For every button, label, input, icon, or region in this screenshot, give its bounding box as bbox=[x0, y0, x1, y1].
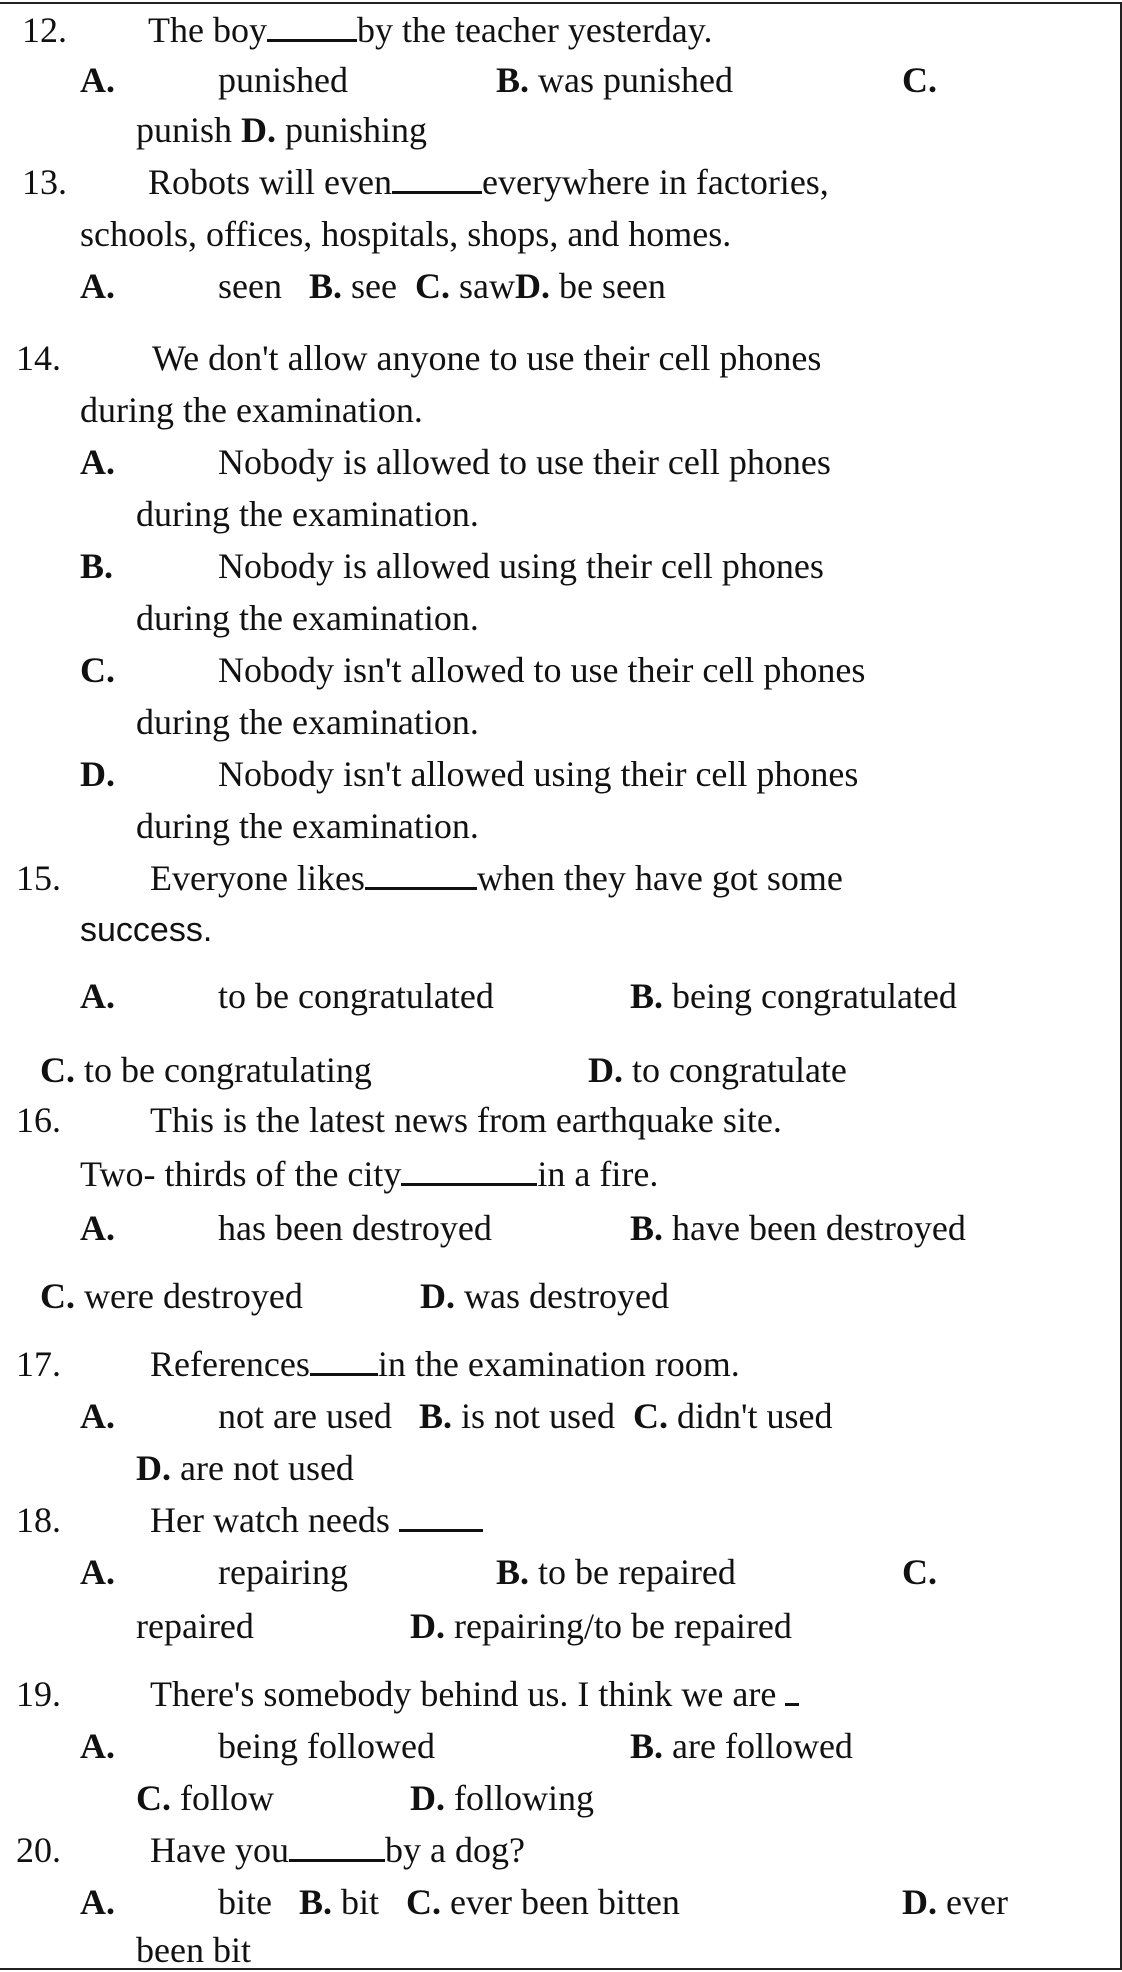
option-text[interactable]: Nobody isn't allowed using their cell phones bbox=[218, 754, 859, 794]
option-row bbox=[80, 1206, 492, 1250]
option-text[interactable]: repairing/to be repaired bbox=[454, 1606, 792, 1646]
option-text[interactable]: to be repaired bbox=[538, 1552, 736, 1592]
question-stem bbox=[16, 1672, 777, 1716]
option-row bbox=[80, 974, 494, 1018]
option-text[interactable]: punished bbox=[218, 60, 348, 100]
option-text[interactable]: repairing bbox=[218, 1552, 348, 1592]
option-letter: A. bbox=[80, 1208, 115, 1248]
question-stem bbox=[16, 336, 822, 380]
option-row bbox=[902, 1550, 937, 1594]
option-text[interactable]: are followed bbox=[672, 1726, 853, 1766]
option-text[interactable]: be seen bbox=[558, 266, 666, 306]
answer-blank[interactable] bbox=[401, 1153, 537, 1186]
option-row bbox=[630, 1724, 853, 1768]
option-row bbox=[420, 1274, 669, 1318]
stem-text: Her watch needs bbox=[150, 1500, 390, 1540]
option-row bbox=[496, 1550, 736, 1594]
option-text-continuation[interactable]: been bit bbox=[136, 1930, 251, 1970]
option-row bbox=[80, 1880, 680, 1924]
option-text[interactable]: see bbox=[350, 266, 397, 306]
option-letter: C. bbox=[632, 1396, 668, 1436]
stem-continuation: success. bbox=[80, 911, 213, 949]
option-row bbox=[80, 1724, 435, 1768]
option-row bbox=[80, 58, 348, 102]
stem-continuation: schools, offices, hospitals, shops, and homes. bbox=[80, 214, 732, 254]
option-letter: C. bbox=[406, 1882, 442, 1922]
answer-blank[interactable] bbox=[310, 1343, 378, 1376]
option-text[interactable]: to be congratulating bbox=[84, 1050, 372, 1090]
option-text[interactable]: Nobody is allowed using their cell phones bbox=[218, 546, 824, 586]
option-letter: D. bbox=[410, 1606, 445, 1646]
option-letter: C. bbox=[414, 266, 450, 306]
stem-continuation: during the examination. bbox=[80, 390, 423, 430]
option-row bbox=[136, 108, 427, 152]
option-text[interactable]: being congratulated bbox=[672, 976, 957, 1016]
option-row bbox=[80, 264, 666, 308]
option-text-continuation[interactable]: during the examination. bbox=[136, 702, 479, 742]
option-text[interactable]: is not used bbox=[460, 1396, 615, 1436]
option-row bbox=[902, 58, 937, 102]
option-row bbox=[902, 1880, 1008, 1924]
question-stem bbox=[16, 1498, 390, 1542]
option-row bbox=[588, 1048, 847, 1092]
option-row bbox=[40, 1274, 303, 1318]
stem-text: Robots will even bbox=[148, 162, 392, 202]
question-stem bbox=[16, 856, 843, 900]
answer-blank[interactable] bbox=[392, 161, 482, 194]
option-letter: A. bbox=[80, 976, 115, 1016]
option-letter: A. bbox=[80, 442, 115, 482]
option-text[interactable]: Nobody isn't allowed to use their cell phones bbox=[218, 650, 866, 690]
stem-text: by a dog? bbox=[384, 1830, 525, 1870]
option-letter: C. bbox=[40, 1050, 75, 1090]
option-row bbox=[410, 1604, 792, 1648]
option-row bbox=[80, 648, 866, 692]
option-row bbox=[136, 1604, 254, 1648]
option-letter: D. bbox=[80, 754, 115, 794]
option-text[interactable]: didn't used bbox=[676, 1396, 833, 1436]
option-letter: B. bbox=[496, 1552, 530, 1592]
option-text[interactable]: seen bbox=[218, 266, 282, 306]
question-number: 18. bbox=[16, 1500, 61, 1540]
answer-blank[interactable] bbox=[399, 1499, 483, 1532]
option-text[interactable]: following bbox=[454, 1778, 594, 1818]
option-text[interactable]: Nobody is allowed to use their cell phones bbox=[218, 442, 831, 482]
option-row bbox=[496, 58, 733, 102]
option-letter: A. bbox=[80, 1396, 115, 1436]
option-row bbox=[136, 1776, 274, 1820]
option-letter: A. bbox=[80, 1882, 115, 1922]
answer-blank[interactable] bbox=[785, 1673, 799, 1706]
option-letter: C. bbox=[136, 1778, 171, 1818]
option-text-continuation[interactable]: during the examination. bbox=[136, 598, 479, 638]
stem-text: This is the latest news from earthquake site. bbox=[150, 1100, 782, 1140]
option-text[interactable]: to be congratulated bbox=[218, 976, 494, 1016]
option-text[interactable]: follow bbox=[180, 1778, 274, 1818]
option-letter: B. bbox=[298, 1882, 332, 1922]
option-letter: B. bbox=[630, 1726, 664, 1766]
option-letter: D. bbox=[514, 266, 550, 306]
option-text-continuation[interactable]: during the examination. bbox=[136, 806, 479, 846]
question-stem bbox=[22, 8, 713, 52]
question-number: 13. bbox=[22, 162, 67, 202]
question-number: 12. bbox=[22, 10, 67, 50]
option-letter: C. bbox=[902, 1552, 937, 1592]
option-text[interactable]: ever been bitten bbox=[450, 1882, 680, 1922]
option-text[interactable]: are not used bbox=[180, 1448, 354, 1488]
option-text[interactable]: bite bbox=[218, 1882, 272, 1922]
question-stem bbox=[16, 1342, 740, 1386]
option-letter: D. bbox=[241, 110, 277, 150]
question-number: 17. bbox=[16, 1344, 61, 1384]
top-border bbox=[0, 2, 1122, 4]
option-row bbox=[410, 1776, 594, 1820]
stem-continuation bbox=[80, 1152, 658, 1196]
question-number: 14. bbox=[16, 338, 61, 378]
option-text[interactable]: punishing bbox=[285, 110, 428, 150]
option-letter: B. bbox=[418, 1396, 452, 1436]
option-letter: C. bbox=[902, 60, 937, 100]
option-row bbox=[80, 440, 831, 484]
option-text[interactable]: punish bbox=[136, 110, 233, 150]
stem-text: Two- thirds of the city bbox=[80, 1154, 402, 1194]
answer-blank[interactable] bbox=[365, 857, 477, 890]
option-letter: B. bbox=[630, 976, 664, 1016]
option-letter: B. bbox=[80, 546, 114, 586]
stem-text: by the teacher yesterday. bbox=[356, 10, 713, 50]
option-letter: D. bbox=[410, 1778, 445, 1818]
option-letter: A. bbox=[80, 1552, 115, 1592]
option-letter: C. bbox=[80, 650, 115, 690]
stem-text: in a fire. bbox=[537, 1154, 659, 1194]
option-row bbox=[136, 1446, 354, 1490]
question-number: 19. bbox=[16, 1674, 61, 1714]
stem-text: everywhere in factories, bbox=[481, 162, 829, 202]
option-letter: C. bbox=[40, 1276, 75, 1316]
stem-text: when they have got some bbox=[476, 858, 843, 898]
option-letter: D. bbox=[902, 1882, 937, 1922]
stem-text: There's somebody behind us. I think we are bbox=[150, 1674, 777, 1714]
answer-blank[interactable] bbox=[289, 1829, 385, 1862]
option-row bbox=[80, 752, 859, 796]
option-text[interactable]: was destroyed bbox=[464, 1276, 669, 1316]
option-text[interactable]: to congratulate bbox=[632, 1050, 847, 1090]
option-letter: B. bbox=[496, 60, 530, 100]
option-text[interactable]: ever bbox=[946, 1882, 1008, 1922]
option-letter: B. bbox=[630, 1208, 664, 1248]
option-letter: D. bbox=[420, 1276, 455, 1316]
question-stem bbox=[16, 1098, 782, 1142]
option-text-continuation[interactable]: during the examination. bbox=[136, 494, 479, 534]
option-letter: A. bbox=[80, 266, 115, 306]
question-number: 16. bbox=[16, 1100, 61, 1140]
option-text[interactable]: not are used bbox=[218, 1396, 392, 1436]
stem-text: Everyone likes bbox=[150, 858, 365, 898]
option-text[interactable]: have been destroyed bbox=[672, 1208, 966, 1248]
option-text[interactable]: has been destroyed bbox=[218, 1208, 492, 1248]
question-number: 15. bbox=[16, 858, 61, 898]
option-letter: D. bbox=[136, 1448, 171, 1488]
option-row bbox=[630, 974, 957, 1018]
option-text[interactable]: repaired bbox=[136, 1606, 254, 1646]
option-text[interactable]: bit bbox=[341, 1882, 380, 1922]
option-row bbox=[80, 544, 824, 588]
answer-blank[interactable] bbox=[267, 9, 357, 42]
stem-text: References bbox=[150, 1344, 310, 1384]
option-text[interactable]: were destroyed bbox=[84, 1276, 303, 1316]
stem-text: in the examination room. bbox=[377, 1344, 740, 1384]
option-text[interactable]: saw bbox=[458, 266, 515, 306]
question-stem bbox=[16, 1828, 525, 1872]
option-row bbox=[80, 1394, 833, 1438]
option-row bbox=[40, 1048, 372, 1092]
option-text[interactable]: being followed bbox=[218, 1726, 435, 1766]
option-letter: D. bbox=[588, 1050, 623, 1090]
option-text[interactable]: was punished bbox=[538, 60, 733, 100]
stem-text: Have you bbox=[150, 1830, 289, 1870]
question-number: 20. bbox=[16, 1830, 61, 1870]
stem-text: The boy bbox=[148, 10, 267, 50]
option-row bbox=[80, 1550, 348, 1594]
option-letter: A. bbox=[80, 60, 115, 100]
stem-text: We don't allow anyone to use their cell phones bbox=[152, 338, 822, 378]
question-stem bbox=[22, 160, 829, 204]
option-letter: B. bbox=[308, 266, 342, 306]
option-letter: A. bbox=[80, 1726, 115, 1766]
option-row bbox=[630, 1206, 966, 1250]
